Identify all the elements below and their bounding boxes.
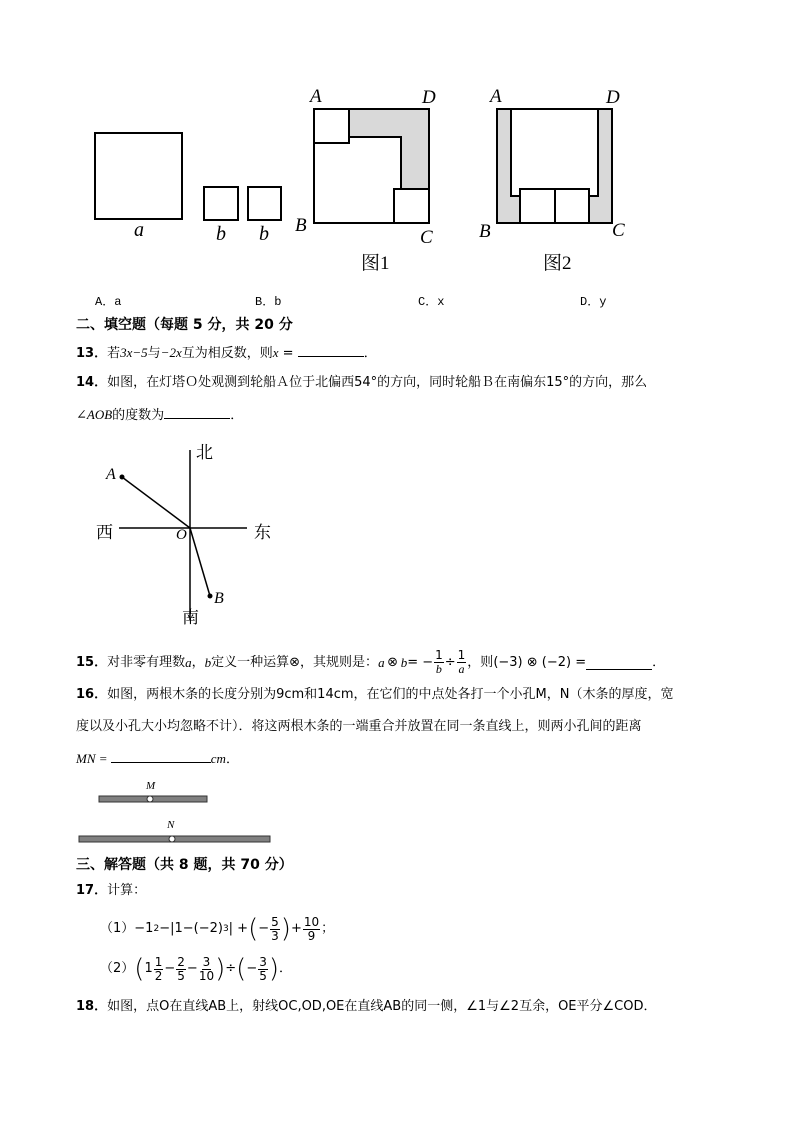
square-b-1 (204, 187, 238, 220)
compass-south-label: 南 (182, 608, 199, 627)
fig1-caption: 图1 (361, 253, 390, 274)
compass-east-label: 东 (254, 523, 271, 542)
label-b-1: b (216, 223, 226, 245)
question-14-line1: 14．如图，在灯塔Ｏ处观测到轮船Ａ位于北偏西54°的方向，同时轮船Ｂ在南偏东15°的方向，那么 (76, 375, 648, 390)
fraction-1-over-a: $\frac{1}{a}$ (457, 648, 466, 676)
wood-bars-figure (70, 775, 290, 850)
fig1-label-C: C (420, 227, 433, 248)
question-16-line3: MN = cm． (76, 751, 239, 767)
question-16-line2: 度以及小孔大小均忽略不计）．将这两根木条的一端重合并放置在同一条直线上，则两小孔间的距离 (76, 719, 642, 734)
compass-B-label: B (214, 590, 224, 607)
figure-2 (497, 109, 612, 223)
fig1-label-D: D (422, 87, 436, 108)
compass-A-label: A (106, 466, 116, 483)
compass-west-label: 西 (96, 523, 113, 542)
option-a: A．a (95, 295, 122, 309)
answer-blank-14[interactable] (164, 405, 230, 419)
question-18: 18．如图，点O在直线AB上，射线OC,OD,OE在直线AB的同一侧，∠1与∠2互余，OE平分∠COD． (76, 999, 657, 1014)
question-14-line2: ∠AOB的度数为 ． (76, 407, 244, 423)
q12-figures (0, 0, 794, 280)
fraction-1-over-b: $\frac{1}{b}$ (435, 648, 443, 676)
answer-blank-15[interactable] (586, 656, 652, 670)
option-c: C．x (418, 295, 445, 309)
label-b-2: b (259, 223, 269, 245)
fig2-label-B: B (479, 221, 491, 242)
fig1-label-B: B (295, 215, 307, 236)
fig1-label-A: A (310, 86, 322, 107)
section2-heading: 二、填空题（每题 5 分，共 20 分 (76, 317, 293, 333)
option-d: D．y (580, 295, 607, 309)
hole-N (169, 836, 175, 842)
fig2-label-C: C (612, 220, 625, 241)
question-17-part1: （1） −1 2 −|1−(−2) 3 | + ( − $\frac{5}{3}$ ) + $\frac{10}{9}$ ； (100, 914, 335, 944)
hole-M (147, 796, 153, 802)
answer-blank-13[interactable] (298, 343, 364, 357)
fig2-label-D: D (606, 87, 620, 108)
question-15: 15． 对非零有理数 a ， b 定义一种运算 ⊗ ，其规则是： a ⊗ b = − $\frac{1}{b}$ ÷ $\frac{1}{a}$ ，则 (−3) ⊗ (−2) = ． (76, 648, 666, 676)
fig2-caption: 图2 (543, 253, 572, 274)
square-a (95, 133, 182, 219)
question-17: 17．计算： (76, 883, 147, 898)
compass-O-label: O (176, 527, 187, 543)
compass-north-label: 北 (196, 443, 213, 462)
label-M: M (146, 780, 156, 792)
section3-heading: 三、解答题（共 8 题，共 70 分） (76, 857, 293, 873)
question-16-line1: 16．如图，两根木条的长度分别为9cm和14cm，在它们的中点处各打一个小孔M，N（木条的厚度，宽 (76, 687, 674, 702)
option-b: B．b (255, 295, 282, 309)
label-a: a (134, 219, 144, 241)
figure-1 (314, 109, 429, 223)
fig2-label-A: A (490, 86, 502, 107)
square-b-2 (248, 187, 281, 220)
answer-blank-16[interactable] (111, 749, 211, 763)
label-N: N (167, 819, 175, 831)
question-17-part2: （2） ( 1 $\frac{1}{2}$ − $\frac{2}{5}$ − $\frac{3}{10}$ ) ÷ ( − $\frac{3}{5}$ ) ． (100, 954, 293, 984)
question-13: 13．若3x−5与−2x互为相反数，则x = ． (76, 345, 377, 361)
